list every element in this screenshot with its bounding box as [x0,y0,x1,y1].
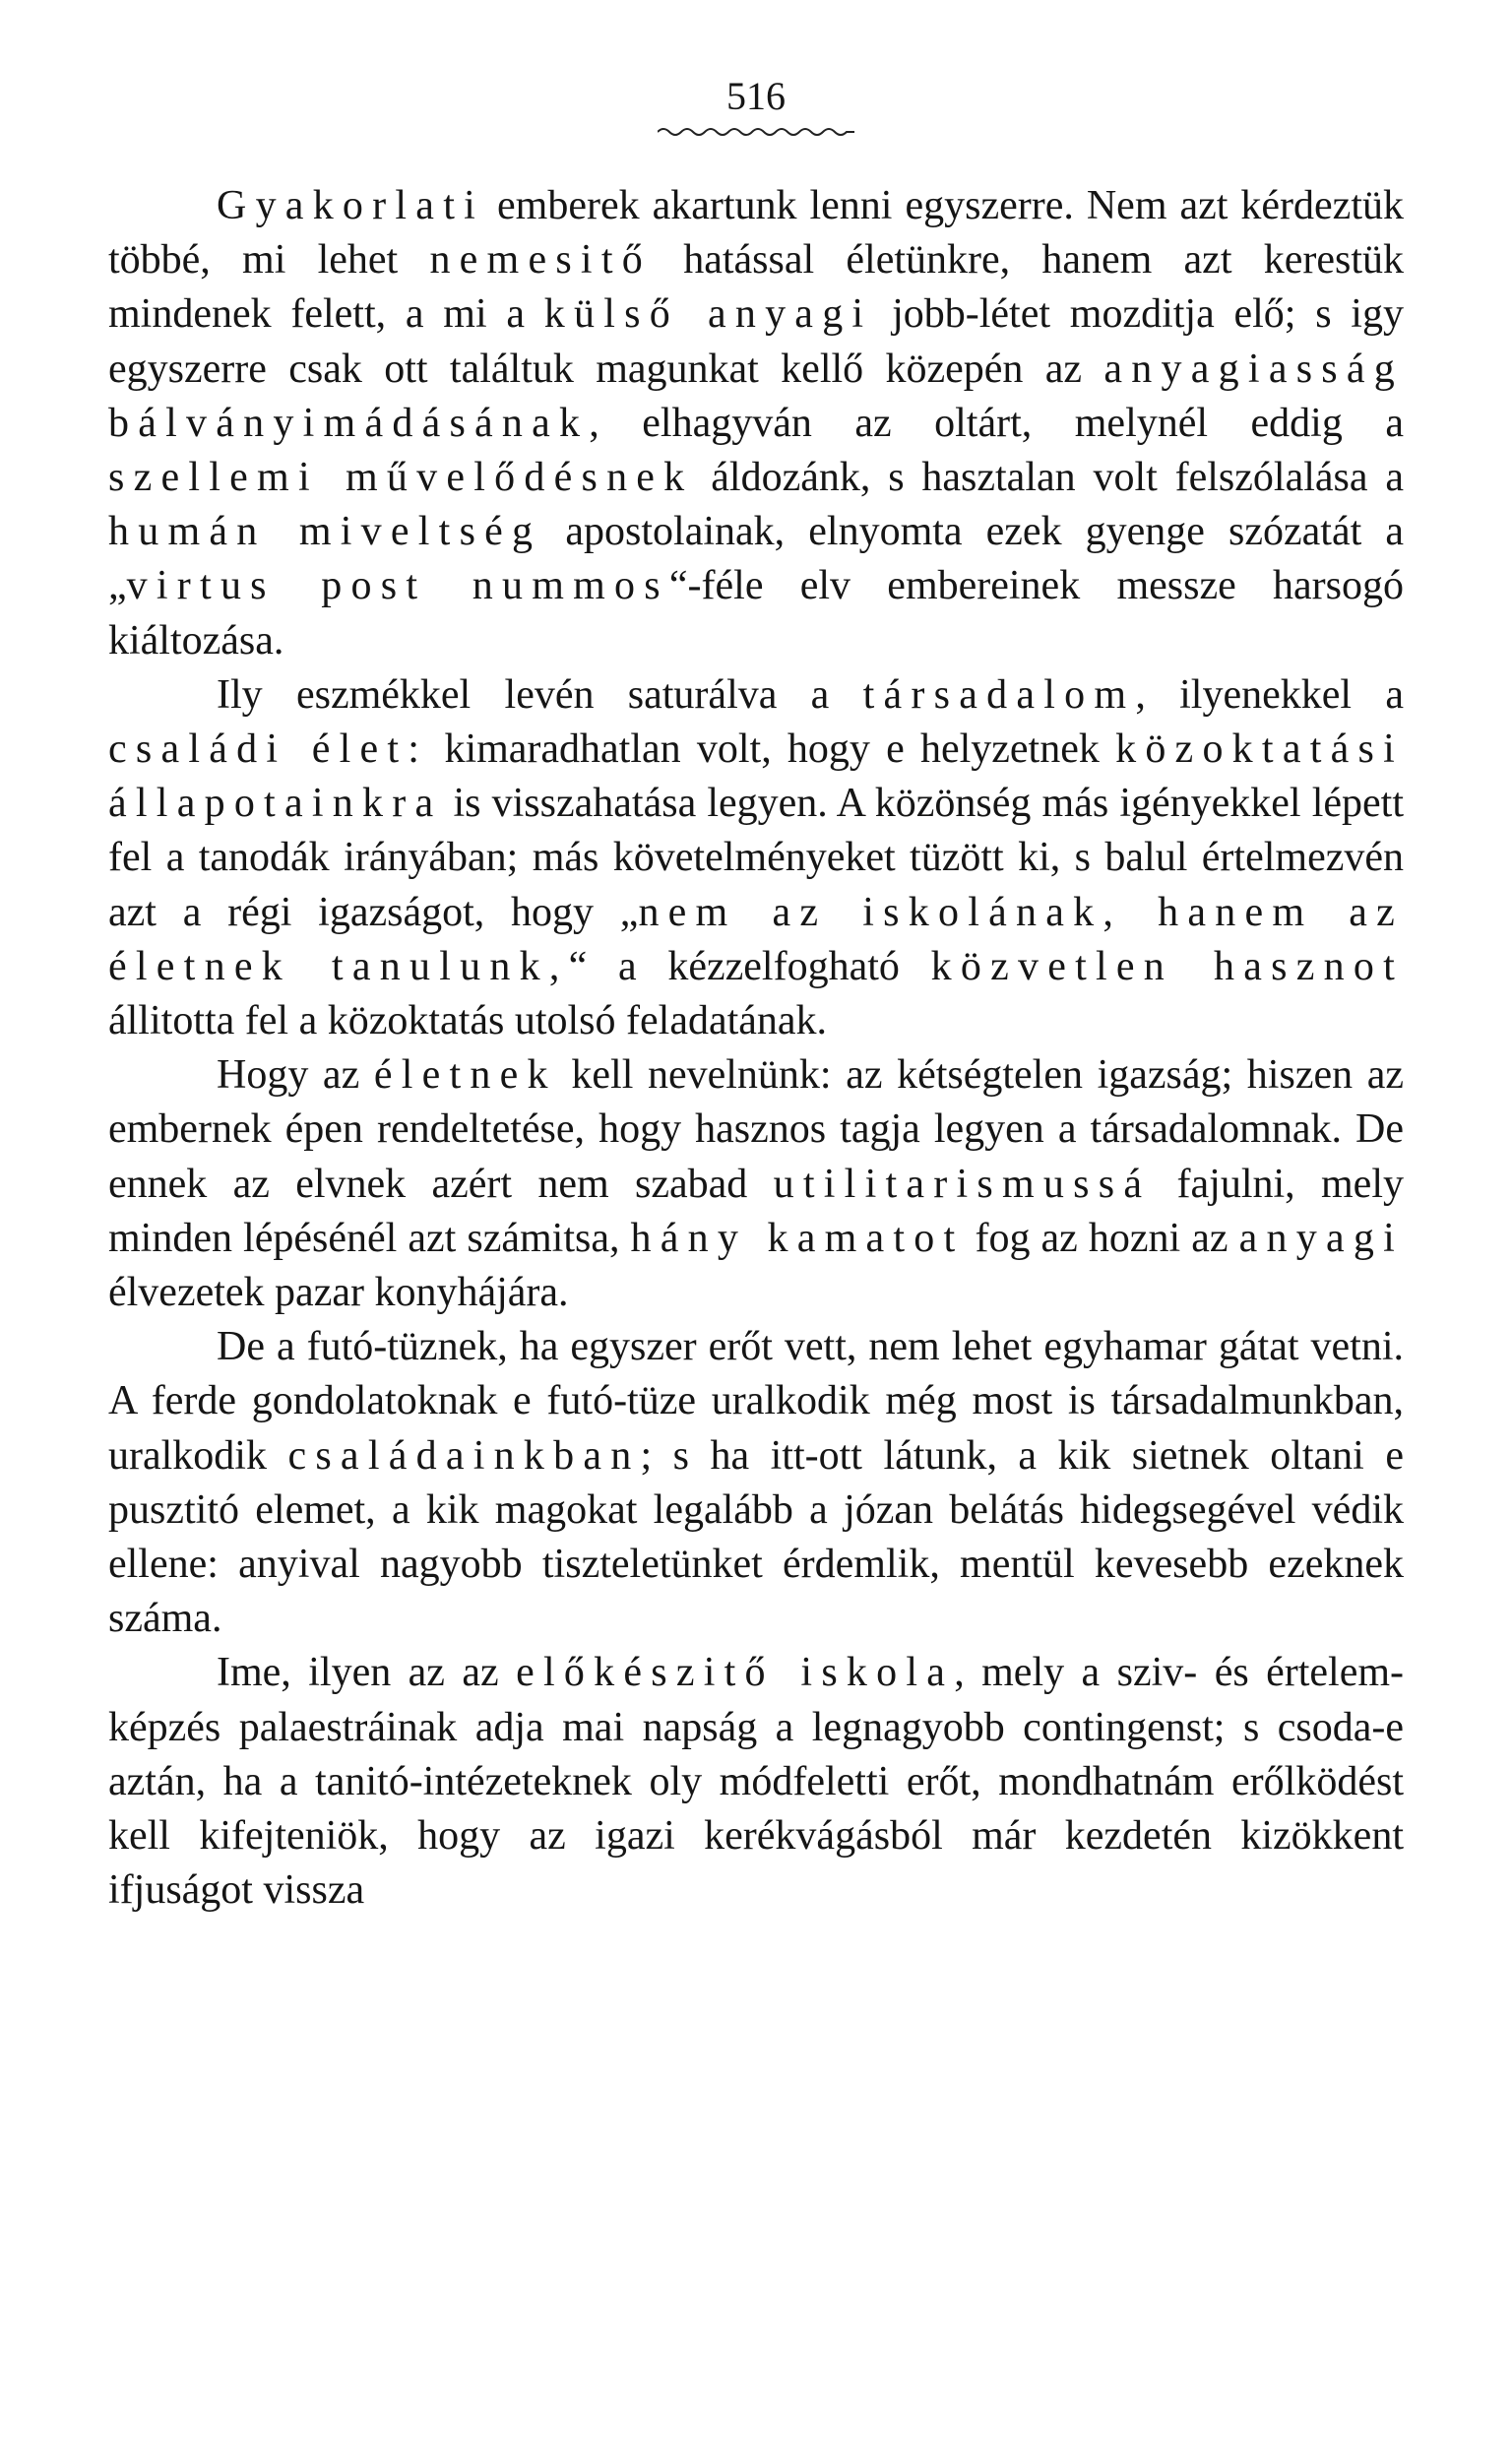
text-segment: külső anyagi [543,291,873,338]
paragraph-5 [108,1646,1404,1918]
text-segment: “ a kézzelfogható [568,943,931,989]
text-segment: állitotta fel a közoktatás utolsó feladatának. [108,998,828,1044]
text-segment: anyagi [1238,1215,1404,1261]
text-segment: utilitarismussá [773,1161,1152,1207]
text-segment: apostolainak, elnyomta ezek gyenge szózatát a „ [108,509,1404,609]
text-segment: életnek [373,1052,557,1099]
text-segment: anyagiasság bálványimádásának [108,346,1404,446]
text-segment: emberek akartunk lenni egyszerre. Nem azt kérdeztük többé, mi lehet [108,183,1404,284]
text-segment: családainkban [287,1432,641,1479]
paragraph-4 [108,1320,1404,1646]
text-segment: hatással életünkre, hanem azt kerestük mindenek felett, a mi a [108,237,1404,338]
text-segment: kell nevelnünk: az kétségtelen igazság; hiszen az embernek épen rendeltetése, hogy hasznos tagja legyen a társadalomnak. De ennek az elvnek azért nem szabad [108,1052,1404,1207]
wavy-rule-ornament [658,124,854,140]
text-segment: nem az iskolának, hanem az életnek tanulunk, [108,889,1404,989]
text-segment: De a futó-tüznek, ha egyszer erőt vett, nem lehet egyhamar gátat vetni. A ferde gondolatoknak e futó-tüze uralkodik még most is társadalmunkban, uralkodik [108,1324,1404,1479]
text-segment: jobb-létet mozditja elő; s igy egyszerre csak ott találtuk magunkat kellő közepén az [108,291,1404,392]
text-segment: kimaradhatlan volt, hogy e helyzetnek [428,726,1116,773]
text-segment: virtus post nummos [126,563,669,609]
text-segment: közvetlen hasznot [930,943,1405,989]
text-segment: humán miveltség [108,509,542,555]
text-segment: is visszahatása legyen. A közönség más igényekkel lépett fel a tanodák irányában; más követelményeket tüzött ki, s balul értelmezvén azt a régi igazságot, hogy „ [108,781,1404,935]
text-segment: ; s ha itt-ott látunk, a kik sietnek oltani e pusztitó elemet, a kik magokat legalább a józan belátás hidegsegével védik ellene: anyival nagyobb tiszteletünket érdemlik, mentül kevesebb ezeknek száma. [108,1432,1404,1642]
text-segment: , ilyenekkel a [1135,671,1405,718]
text-segment: Ime, ilyen az az [217,1650,517,1696]
text-segment: fog az hozni az [964,1215,1239,1261]
text-segment: közoktatási állapotainkra [108,726,1404,827]
text-segment: élvezetek pazar konyhájára. [108,1270,569,1316]
text-segment: hány kamatot [630,1215,965,1261]
text-segment: családi élet: [108,726,429,773]
text-segment: , mely a sziv- és értelem-képzés palaestráinak adja mai napság a legnagyobb contingenst; s csoda-e aztán, ha a tanitó-intézeteknek oly módfeletti erőt, mondhatnám erőlködést kell kifejteniök, hogy az igazi kerékvágásból már kezdetén kizökkent ifjuságot vissza [108,1650,1405,1914]
page-number: 516 [726,74,786,118]
text-segment: fajulni, mely minden lépésénél azt számitsa, [108,1161,1404,1261]
text-segment: szellemi művelődésnek [108,455,694,501]
paragraph-1 [108,179,1404,668]
body-text [108,179,1404,1919]
text-segment: nemesitő [429,237,652,284]
text-segment: , elhagyván az oltárt, melynél eddig a [589,400,1404,446]
text-segment: áldozánk, s hasztalan volt felszólalása a [693,455,1405,501]
paragraph-3 [108,1048,1404,1320]
text-segment: társadalom [862,671,1136,718]
text-segment: Ily eszmékkel levén saturálva a [217,671,863,718]
paragraph-2 [108,668,1404,1048]
text-segment: előkészitő iskola [516,1650,955,1696]
wavy-rule-line [658,129,854,135]
text-segment: Gyakorlati [217,183,485,228]
text-segment: Hogy az [217,1052,374,1099]
text-segment: “-féle elv embereinek messze harsogó kiáltozása. [108,563,1404,663]
